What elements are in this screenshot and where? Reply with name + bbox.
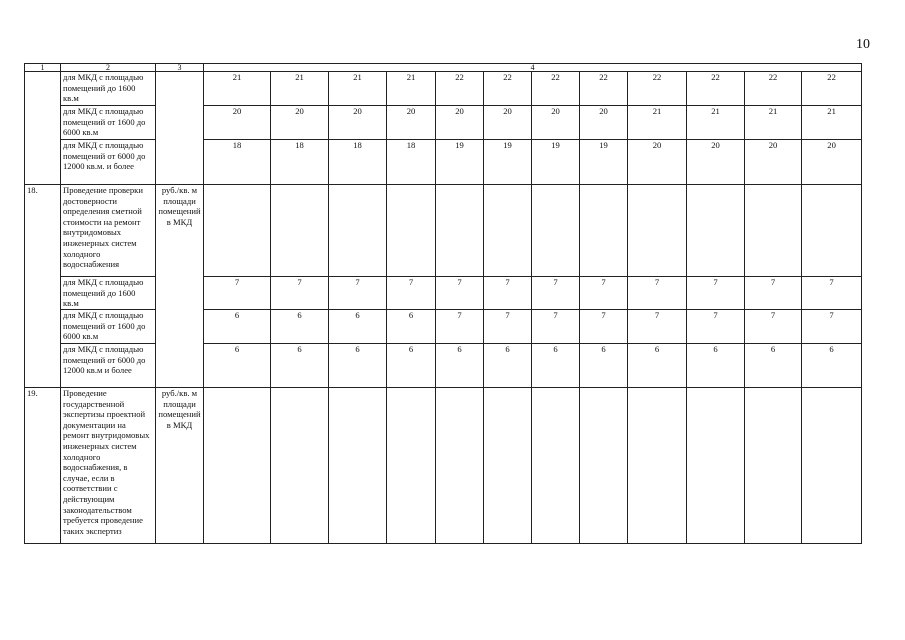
value-cell: 6 [204, 310, 271, 344]
value-cell: 7 [532, 277, 580, 310]
value-cell [387, 388, 436, 544]
table-row [25, 106, 862, 140]
table-row [25, 310, 862, 344]
value-cell [484, 185, 532, 277]
value-cell [745, 388, 802, 544]
header-cell-1: 1 [25, 64, 61, 72]
value-cell: 7 [387, 277, 436, 310]
header-cell-3: 3 [156, 64, 204, 72]
value-cell: 18 [387, 140, 436, 185]
value-cell: 6 [387, 344, 436, 388]
value-cell [628, 388, 687, 544]
value-cell: 6 [580, 344, 628, 388]
table-row [25, 185, 862, 277]
value-cell: 6 [329, 344, 387, 388]
value-cell [802, 185, 862, 277]
value-cell: 7 [580, 310, 628, 344]
row-number: 19. [25, 388, 61, 544]
value-cell: 6 [436, 344, 484, 388]
value-cell: 20 [580, 106, 628, 140]
value-cell: 22 [436, 72, 484, 106]
value-cell: 21 [329, 72, 387, 106]
value-cell: 7 [329, 277, 387, 310]
row-number: 18. [25, 185, 61, 388]
value-cell: 20 [802, 140, 862, 185]
value-cell: 20 [271, 106, 329, 140]
value-cell: 21 [387, 72, 436, 106]
value-cell: 6 [532, 344, 580, 388]
value-cell: 7 [687, 277, 745, 310]
value-cell: 6 [687, 344, 745, 388]
value-cell: 21 [802, 106, 862, 140]
value-cell: 22 [580, 72, 628, 106]
row-description: для МКД с площадью помещений от 1600 до 6000 кв.м [61, 310, 156, 344]
value-cell: 20 [628, 140, 687, 185]
value-cell: 21 [745, 106, 802, 140]
value-cell: 6 [484, 344, 532, 388]
value-cell: 18 [271, 140, 329, 185]
value-cell: 7 [436, 310, 484, 344]
header-cell-2: 2 [61, 64, 156, 72]
tariff-table [24, 63, 862, 544]
value-cell [532, 388, 580, 544]
value-cell: 7 [580, 277, 628, 310]
value-cell: 7 [436, 277, 484, 310]
value-cell [271, 388, 329, 544]
header-cell-4: 4 [204, 64, 862, 72]
value-cell [745, 185, 802, 277]
value-cell [329, 388, 387, 544]
page-number: 10 [856, 37, 870, 52]
value-cell [387, 185, 436, 277]
row-unit [156, 72, 204, 185]
header-row [25, 64, 862, 72]
value-cell: 6 [271, 344, 329, 388]
row-description: Проведение проверки достоверности определения сметной стоимости на ремонт внутридомовых инженерных систем холодного водоснабжения [61, 185, 156, 277]
value-cell: 19 [484, 140, 532, 185]
value-cell: 18 [204, 140, 271, 185]
value-cell: 21 [204, 72, 271, 106]
table-row [25, 344, 862, 388]
value-cell: 6 [802, 344, 862, 388]
value-cell: 21 [628, 106, 687, 140]
value-cell [580, 388, 628, 544]
value-cell: 19 [532, 140, 580, 185]
row-description: для МКД с площадью помещений от 6000 до 12000 кв.м и более [61, 344, 156, 388]
value-cell: 20 [204, 106, 271, 140]
table-row [25, 72, 862, 106]
value-cell: 7 [628, 310, 687, 344]
value-cell [628, 185, 687, 277]
value-cell: 20 [745, 140, 802, 185]
row-description: для МКД с площадью помещений до 1600 кв.м [61, 277, 156, 310]
value-cell: 20 [387, 106, 436, 140]
value-cell: 20 [484, 106, 532, 140]
value-cell [436, 388, 484, 544]
value-cell: 19 [436, 140, 484, 185]
table-row [25, 140, 862, 185]
value-cell: 20 [329, 106, 387, 140]
value-cell: 22 [532, 72, 580, 106]
value-cell [687, 185, 745, 277]
row-number [25, 72, 61, 185]
value-cell: 20 [687, 140, 745, 185]
value-cell: 22 [484, 72, 532, 106]
row-description: для МКД с площадью помещений до 1600 кв.м [61, 72, 156, 106]
value-cell: 22 [687, 72, 745, 106]
value-cell [532, 185, 580, 277]
value-cell: 22 [802, 72, 862, 106]
value-cell: 7 [484, 277, 532, 310]
value-cell: 6 [628, 344, 687, 388]
value-cell [687, 388, 745, 544]
value-cell: 7 [687, 310, 745, 344]
value-cell: 21 [687, 106, 745, 140]
value-cell: 6 [745, 344, 802, 388]
table-row [25, 388, 862, 544]
value-cell: 20 [532, 106, 580, 140]
value-cell: 7 [271, 277, 329, 310]
value-cell: 7 [628, 277, 687, 310]
row-description: для МКД с площадью помещений от 6000 до 12000 кв.м. и более [61, 140, 156, 185]
value-cell: 6 [271, 310, 329, 344]
value-cell: 7 [484, 310, 532, 344]
value-cell [802, 388, 862, 544]
value-cell [271, 185, 329, 277]
row-description: Проведение государственной экспертизы проектной документации на ремонт внутридомовых инженерных систем холодного водоснабжения, в случае, если в соответствии с действующим законодательством требуется проведение таких экспертиз [61, 388, 156, 544]
value-cell: 6 [204, 344, 271, 388]
value-cell: 7 [802, 277, 862, 310]
table-row [25, 277, 862, 310]
value-cell: 21 [271, 72, 329, 106]
value-cell: 22 [628, 72, 687, 106]
value-cell: 7 [745, 277, 802, 310]
row-unit: руб./кв. м площади помещений в МКД [156, 388, 204, 544]
value-cell: 6 [329, 310, 387, 344]
value-cell: 19 [580, 140, 628, 185]
value-cell [436, 185, 484, 277]
value-cell [580, 185, 628, 277]
value-cell [204, 388, 271, 544]
value-cell: 7 [532, 310, 580, 344]
value-cell [329, 185, 387, 277]
value-cell [204, 185, 271, 277]
value-cell: 20 [436, 106, 484, 140]
value-cell: 6 [387, 310, 436, 344]
value-cell: 7 [745, 310, 802, 344]
value-cell: 7 [802, 310, 862, 344]
row-description: для МКД с площадью помещений от 1600 до 6000 кв.м [61, 106, 156, 140]
value-cell: 18 [329, 140, 387, 185]
row-unit: руб./кв. м площади помещений в МКД [156, 185, 204, 388]
table-body [25, 64, 862, 544]
value-cell: 22 [745, 72, 802, 106]
value-cell: 7 [204, 277, 271, 310]
value-cell [484, 388, 532, 544]
